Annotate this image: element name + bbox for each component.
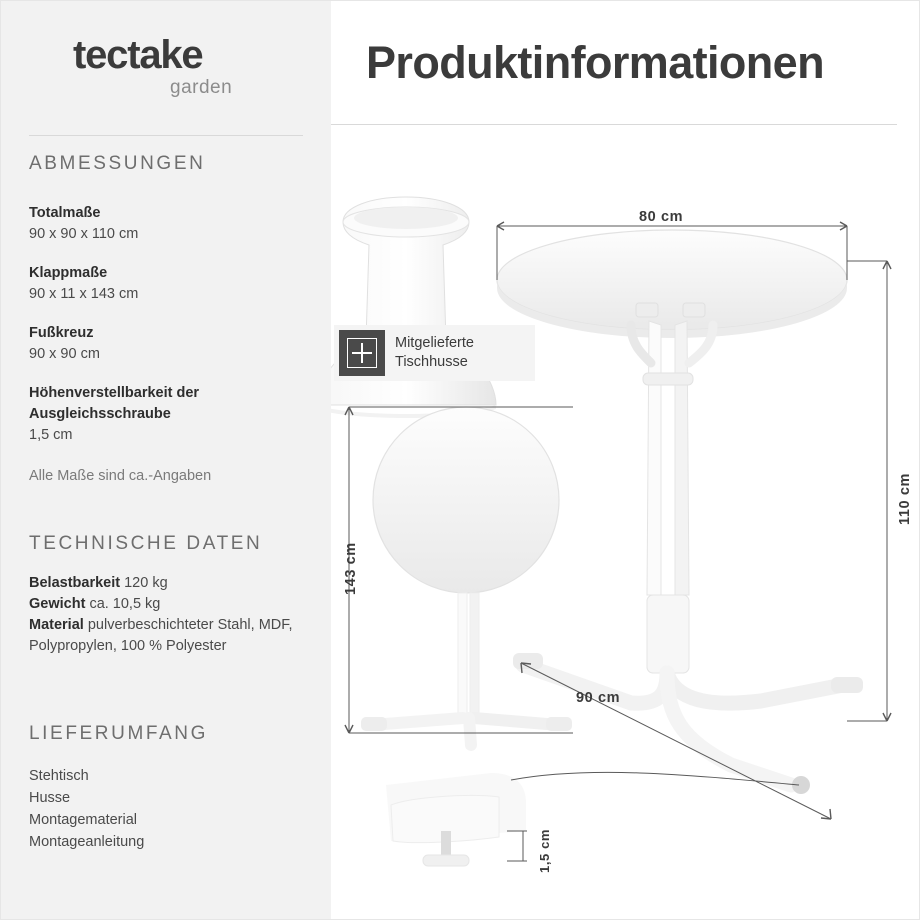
dimension-folded	[29, 263, 309, 305]
dimension-label-screw: 1,5 cm	[537, 828, 552, 873]
technical-weight-label: Gewicht	[29, 596, 86, 612]
dimension-label-width: 80 cm	[639, 209, 684, 225]
dimensions-note: Alle Maße sind ca.-Angaben	[29, 468, 212, 484]
section-heading-dimensions: ABMESSUNGEN	[29, 153, 206, 174]
dimension-label-base-span: 90 cm	[576, 690, 621, 706]
scope-list	[29, 765, 144, 853]
dimension-screw-label: Höhenverstellbarkeit der Ausgleichsschraube	[29, 385, 200, 422]
adjustment-screw-detail	[386, 773, 526, 866]
table-cover-illustration	[331, 197, 496, 418]
list-item: Stehtisch	[29, 768, 89, 784]
technical-material-value: pulverbeschichteter Stahl, MDF, Polypropylen, 100 % Polyester	[29, 617, 293, 654]
cover-callout-line1: Mitgelieferte	[395, 335, 474, 351]
brand-subline: garden	[170, 77, 233, 98]
sidebar-divider	[29, 135, 303, 136]
page-title: Produktinformationen	[366, 37, 824, 88]
dimension-base-label: Fußkreuz	[29, 325, 94, 341]
sidebar	[1, 125, 331, 920]
list-item: Montageanleitung	[29, 834, 145, 850]
dimension-base-value: 90 x 90 cm	[29, 346, 100, 362]
header	[1, 1, 920, 125]
list-item: Husse	[29, 790, 71, 806]
product-drawing	[331, 125, 920, 920]
technical-list	[29, 573, 309, 657]
brand-name: tectake	[73, 33, 203, 77]
dimension-folded-label: Klappmaße	[29, 265, 108, 281]
folded-table-illustration	[361, 407, 572, 745]
technical-load-label: Belastbarkeit	[29, 575, 121, 591]
dimension-total	[29, 203, 309, 245]
cover-callout	[334, 325, 535, 381]
section-heading-scope: LIEFERUMFANG	[29, 723, 208, 744]
section-heading-technical: TECHNISCHE DATEN	[29, 533, 263, 554]
dimension-label-height: 110 cm	[897, 473, 913, 525]
technical-weight-value: ca. 10,5 kg	[89, 596, 161, 612]
technical-load-value: 120 kg	[124, 575, 168, 591]
dimension-label-folded-height: 143 cm	[343, 542, 359, 595]
dimension-screw-value: 1,5 cm	[29, 427, 73, 443]
dimension-folded-value: 90 x 11 x 143 cm	[29, 286, 139, 302]
brand-logo-block	[1, 1, 331, 125]
zoom-plus-icon	[339, 330, 385, 376]
dimension-base	[29, 323, 309, 365]
dimension-screw	[29, 383, 309, 446]
list-item: Montagematerial	[29, 812, 137, 828]
cover-callout-line2: Tischhusse	[395, 354, 468, 370]
dimension-total-label: Totalmaße	[29, 205, 101, 221]
technical-material-label: Material	[29, 617, 84, 633]
dimension-total-value: 90 x 90 x 110 cm	[29, 226, 139, 242]
product-illustration	[331, 125, 920, 920]
cover-callout-text	[395, 334, 474, 372]
